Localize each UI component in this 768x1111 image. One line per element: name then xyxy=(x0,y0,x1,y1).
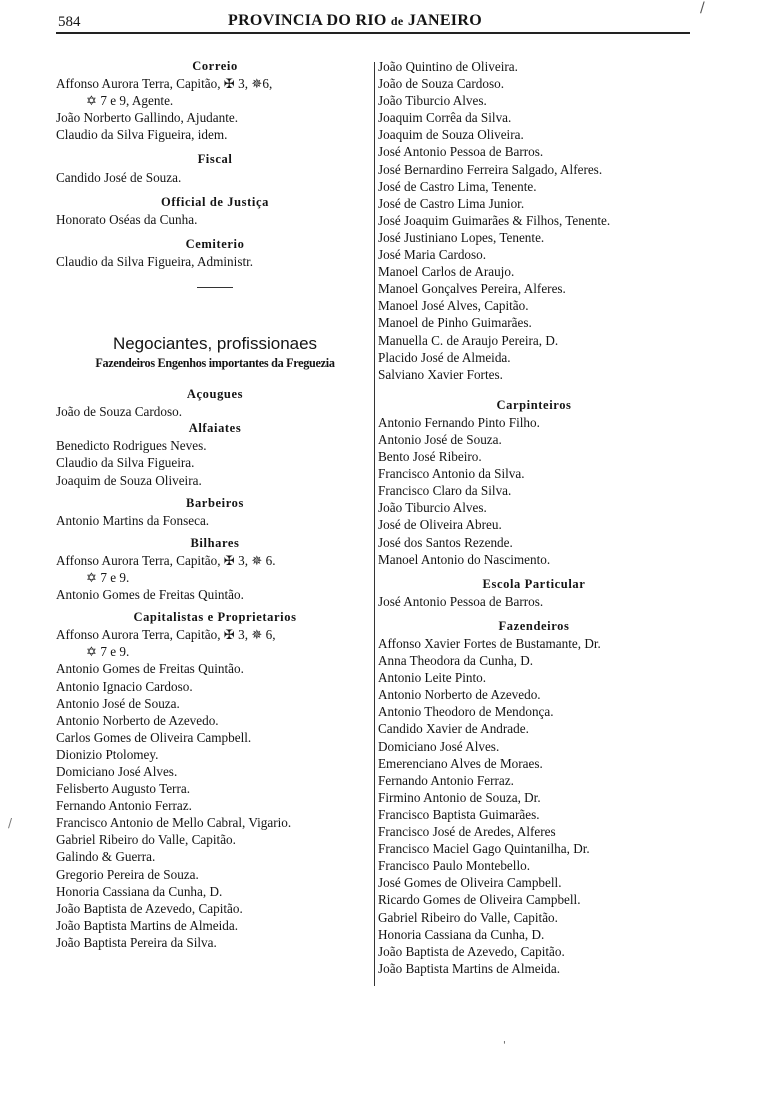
list-item: Galindo & Guerra. xyxy=(56,849,156,865)
list-item: Antonio Norberto de Azevedo. xyxy=(378,687,541,703)
list-item: Antonio José de Souza. xyxy=(378,431,502,447)
list-item: Antonio Leite Pinto. xyxy=(378,670,487,686)
list-item: Antonio Theodoro de Mendonça. xyxy=(378,704,554,720)
list-item: José Antonio Pessoa de Barros. xyxy=(378,593,544,609)
list-item: Emerenciano Alves de Moraes. xyxy=(378,755,543,771)
list-item: Francisco Claro da Silva. xyxy=(378,483,512,499)
section-heading-correio: Correio xyxy=(192,59,238,73)
list-item: José Justiniano Lopes, Tenente. xyxy=(378,229,545,245)
section-heading-cemiterio: Cemiterio xyxy=(185,236,245,251)
list-item: Placido José de Almeida. xyxy=(378,349,511,365)
page-header xyxy=(58,10,690,34)
right-column xyxy=(378,58,690,977)
list-item: José Bernardino Ferreira Salgado, Alferes. xyxy=(378,161,603,177)
list-item: Antonio Gomes de Freitas Quintão. xyxy=(56,587,244,603)
list-item: João Baptista de Azevedo, Capitão. xyxy=(378,943,565,959)
list-item: Candido Xavier de Andrade. xyxy=(378,721,529,737)
list-item: João Norberto Gallindo, Ajudante. xyxy=(56,110,239,126)
list-item: ✡ 7 e 9. xyxy=(86,644,130,660)
list-item: Honorato Oséas da Cunha. xyxy=(56,211,198,227)
list-item: Benedicto Rodrigues Neves. xyxy=(56,438,207,454)
list-item: Gregorio Pereira de Souza. xyxy=(56,866,199,882)
list-item: Gabriel Ribeiro do Valle, Capitão. xyxy=(56,832,236,848)
list-item: Francisco Antonio da Silva. xyxy=(378,466,525,482)
section-heading-acougues: Açougues xyxy=(186,387,244,402)
section-heading-barbeiros: Barbeiros xyxy=(186,495,244,510)
section-heading-escola: Escola Particular xyxy=(482,576,586,591)
section-heading-fazendeiros: Fazendeiros xyxy=(498,618,570,633)
list-item: José dos Santos Rezende. xyxy=(378,534,513,550)
list-item: João Baptista Martins de Almeida. xyxy=(378,960,561,976)
list-item: Antonio Ignacio Cardoso. xyxy=(56,678,193,694)
list-item: Joaquim de Souza Oliveira. xyxy=(56,472,202,488)
list-item: Manoel Carlos de Araujo. xyxy=(378,264,515,280)
list-item: João Baptista de Azevedo, Capitão. xyxy=(56,900,243,916)
list-item: Fernando Antonio Ferraz. xyxy=(378,772,514,788)
page-number: 584 xyxy=(58,14,81,30)
list-item: José Maria Cardoso. xyxy=(378,247,487,263)
list-item: Carlos Gomes de Oliveira Campbell. xyxy=(56,729,252,745)
list-item: Felisberto Augusto Terra. xyxy=(56,781,190,797)
section-heading-bilhares: Bilhares xyxy=(190,535,240,550)
margin-tick-mark: / xyxy=(8,816,13,830)
list-item: Antonio Norberto de Azevedo. xyxy=(56,712,219,728)
list-item: Joaquim Corrêa da Silva. xyxy=(378,110,512,126)
list-item: Francisco Antonio de Mello Cabral, Vigario. xyxy=(56,815,292,831)
list-item: Domiciano José Alves. xyxy=(378,738,500,754)
list-item: João Baptista Martins de Almeida. xyxy=(56,917,239,933)
list-item: ✡ 7 e 9, Agente. xyxy=(86,93,174,109)
list-item: Candido José de Souza. xyxy=(56,169,182,185)
list-item: Honoria Cassiana da Cunha, D. xyxy=(378,926,545,942)
margin-pencil-mark: / xyxy=(700,0,705,16)
running-title xyxy=(228,12,482,30)
column-divider xyxy=(374,62,375,986)
list-item: José Antonio Pessoa de Barros. xyxy=(378,144,544,160)
title-end: JANEIRO xyxy=(407,12,482,29)
list-item: Manoel Antonio do Nascimento. xyxy=(378,551,551,567)
list-item: Francisco Paulo Montebello. xyxy=(378,858,530,874)
section-subtitle: Fazendeiros Engenhos importantes da Freguezia xyxy=(95,356,335,371)
section-title: Negociantes, profissionaes xyxy=(112,334,318,354)
list-item: Affonso Aurora Terra, Capitão, ✠ 3, ✵ 6. xyxy=(56,552,276,568)
list-item: José de Oliveira Abreu. xyxy=(378,517,502,533)
section-heading-alfaiates: Alfaiates xyxy=(188,421,242,436)
list-item: Domiciano José Alves. xyxy=(56,764,178,779)
list-item: Manoel Gonçalves Pereira, Alferes. xyxy=(378,281,566,297)
list-item: Claudio da Silva Figueira, idem. xyxy=(56,127,228,143)
list-item: João Baptista Pereira da Silva. xyxy=(56,934,217,950)
list-item: João Tiburcio Alves. xyxy=(378,93,487,109)
list-item: Affonso Xavier Fortes de Bustamante, Dr. xyxy=(378,636,601,651)
list-item: Manoel José Alves, Capitão. xyxy=(378,298,529,314)
list-item: ✡ 7 e 9. xyxy=(86,569,130,585)
list-item: Firmino Antonio de Souza, Dr. xyxy=(378,789,541,805)
list-item: Bento José Ribeiro. xyxy=(378,449,482,465)
left-column xyxy=(56,58,374,951)
list-item: José Joaquim Guimarães & Filhos, Tenente. xyxy=(378,212,611,228)
list-item: Honoria Cassiana da Cunha, D. xyxy=(56,883,223,899)
list-item: Fernando Antonio Ferraz. xyxy=(56,798,192,814)
list-item: José Gomes de Oliveira Campbell. xyxy=(378,875,562,891)
list-item: Antonio Gomes de Freitas Quintão. xyxy=(56,661,244,677)
section-heading-justica: Official de Justiça xyxy=(161,194,269,209)
list-item: Francisco Baptista Guimarães. xyxy=(378,806,540,822)
section-heading-capitalistas: Capitalistas e Proprietarios xyxy=(133,610,297,625)
list-item: José de Castro Lima, Tenente. xyxy=(378,178,537,194)
list-item: Francisco José de Aredes, Alferes xyxy=(378,824,556,840)
list-item: Salviano Xavier Fortes. xyxy=(378,366,503,382)
section-heading-fiscal: Fiscal xyxy=(197,152,233,167)
list-item: Affonso Aurora Terra, Capitão, ✠ 3, ✵ 6, xyxy=(56,627,276,643)
list-item: João Quintino de Oliveira. xyxy=(378,59,518,74)
list-item: Claudio da Silva Figueira. xyxy=(56,455,195,471)
list-item: Dionizio Ptolomey. xyxy=(56,746,159,762)
list-item: Manoel de Pinho Guimarães. xyxy=(378,315,532,331)
list-item: Joaquim de Souza Oliveira. xyxy=(378,127,524,143)
header-rule xyxy=(56,32,690,34)
bottom-tick-mark: ' xyxy=(503,1040,506,1051)
list-item: João de Souza Cardoso. xyxy=(378,76,504,92)
list-item: Ricardo Gomes de Oliveira Campbell. xyxy=(378,892,581,908)
list-item: Gabriel Ribeiro do Valle, Capitão. xyxy=(378,909,558,925)
list-item: José de Castro Lima Junior. xyxy=(378,195,525,211)
title-main: PROVINCIA DO RIO xyxy=(228,12,387,29)
list-item: Antonio José de Souza. xyxy=(56,695,180,711)
list-item: João Tiburcio Alves. xyxy=(378,500,487,516)
list-item: Affonso Aurora Terra, Capitão, ✠ 3, ✵6, xyxy=(56,76,273,92)
list-item: Antonio Fernando Pinto Filho. xyxy=(378,414,540,430)
section-heading-carpinteiros: Carpinteiros xyxy=(496,397,572,412)
list-item: Claudio da Silva Figueira, Administr. xyxy=(56,253,254,269)
title-de: de xyxy=(390,14,404,28)
list-item: Manuella C. de Araujo Pereira, D. xyxy=(378,332,559,348)
list-item: Antonio Martins da Fonseca. xyxy=(56,512,210,528)
list-item: Francisco Maciel Gago Quintanilha, Dr. xyxy=(378,841,590,857)
list-item: João de Souza Cardoso. xyxy=(56,404,182,420)
list-item: Anna Theodora da Cunha, D. xyxy=(378,653,534,669)
